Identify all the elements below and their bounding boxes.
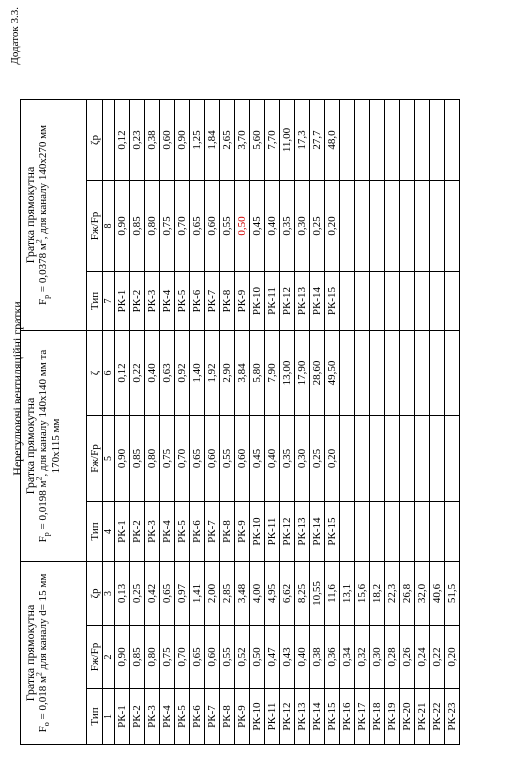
ratio-cell: 0,20 bbox=[325, 181, 340, 272]
zeta-cell: 3,70 bbox=[235, 100, 250, 181]
ratio-cell: 0,28 bbox=[385, 626, 400, 689]
col-number: 5 bbox=[103, 416, 115, 502]
table-row bbox=[355, 100, 370, 745]
ratio-cell: 0,35 bbox=[280, 181, 295, 272]
ratio-cell: 0,32 bbox=[355, 626, 370, 689]
ratio-cell bbox=[355, 181, 370, 272]
type-cell: РК-1 bbox=[115, 272, 130, 331]
type-cell: РК-7 bbox=[205, 689, 220, 745]
zeta-cell: 0,38 bbox=[145, 100, 160, 181]
ratio-cell: 0,80 bbox=[145, 416, 160, 502]
type-cell: РК-8 bbox=[220, 689, 235, 745]
zeta-cell: 0,25 bbox=[130, 562, 145, 626]
ratio-cell: 0,34 bbox=[340, 626, 355, 689]
table-row bbox=[430, 100, 445, 745]
col-zeta-1: ζр bbox=[87, 562, 103, 626]
zeta-cell: 3,84 bbox=[235, 331, 250, 416]
zeta-cell: 3,48 bbox=[235, 562, 250, 626]
type-cell: РК-23 bbox=[445, 689, 460, 745]
zeta-cell: 28,60 bbox=[310, 331, 325, 416]
zeta-cell: 49,50 bbox=[325, 331, 340, 416]
col-ratio-2: Fж/Fр bbox=[87, 416, 103, 502]
zeta-cell bbox=[415, 100, 430, 181]
zeta-cell: 0,65 bbox=[160, 562, 175, 626]
type-cell: РК-2 bbox=[130, 689, 145, 745]
ratio-cell: 0,20 bbox=[325, 416, 340, 502]
zeta-cell: 1,92 bbox=[205, 331, 220, 416]
ratio-cell bbox=[385, 181, 400, 272]
table-row bbox=[445, 100, 460, 745]
zeta-cell: 5,60 bbox=[250, 100, 265, 181]
type-cell: РК-19 bbox=[385, 689, 400, 745]
zeta-cell: 0,40 bbox=[145, 331, 160, 416]
col-number: 8 bbox=[103, 181, 115, 272]
table-row bbox=[385, 100, 400, 745]
type-cell: РК-15 bbox=[325, 689, 340, 745]
type-cell: РК-11 bbox=[265, 502, 280, 562]
type-cell bbox=[340, 272, 355, 331]
type-cell: РК-5 bbox=[175, 502, 190, 562]
col-number-empty bbox=[103, 100, 115, 181]
type-cell: РК-6 bbox=[190, 502, 205, 562]
zeta-cell bbox=[400, 100, 415, 181]
zeta-cell bbox=[385, 331, 400, 416]
column-label-row bbox=[87, 100, 103, 745]
type-cell bbox=[340, 502, 355, 562]
ratio-cell: 0,55 bbox=[220, 416, 235, 502]
type-cell: РК-11 bbox=[265, 272, 280, 331]
table-row bbox=[400, 100, 415, 745]
type-cell bbox=[355, 502, 370, 562]
zeta-cell: 0,12 bbox=[115, 100, 130, 181]
type-cell bbox=[400, 502, 415, 562]
ratio-cell: 0,60 bbox=[205, 181, 220, 272]
ratio-cell: 0,80 bbox=[145, 181, 160, 272]
col-zeta-2: ζ bbox=[87, 331, 103, 416]
appendix-label: Додаток 3.3. bbox=[9, 7, 21, 65]
type-cell: РК-21 bbox=[415, 689, 430, 745]
type-cell: РК-16 bbox=[340, 689, 355, 745]
zeta-cell: 5,80 bbox=[250, 331, 265, 416]
table-row bbox=[115, 100, 130, 745]
zeta-cell: 8,25 bbox=[295, 562, 310, 626]
col-number: 2 bbox=[103, 626, 115, 689]
table-row bbox=[310, 100, 325, 745]
ratio-cell: 0,85 bbox=[130, 626, 145, 689]
ratio-cell: 0,50 bbox=[235, 181, 250, 272]
col-zeta-3: ζр bbox=[87, 100, 103, 181]
ratio-cell: 0,60 bbox=[205, 626, 220, 689]
type-cell: РК-17 bbox=[355, 689, 370, 745]
ratio-cell: 0,52 bbox=[235, 626, 250, 689]
ratio-cell bbox=[400, 416, 415, 502]
col-number: 1 bbox=[103, 689, 115, 745]
type-cell: РК-15 bbox=[325, 502, 340, 562]
zeta-cell: 11,00 bbox=[280, 100, 295, 181]
ratio-cell bbox=[415, 416, 430, 502]
zeta-cell: 1,40 bbox=[190, 331, 205, 416]
type-cell: РК-4 bbox=[160, 689, 175, 745]
ratio-cell: 0,55 bbox=[220, 181, 235, 272]
table-row bbox=[370, 100, 385, 745]
table-body bbox=[115, 100, 460, 745]
ratio-cell bbox=[445, 416, 460, 502]
ratio-cell bbox=[445, 181, 460, 272]
type-cell bbox=[445, 502, 460, 562]
zeta-cell: 0,12 bbox=[115, 331, 130, 416]
section-header-1 bbox=[21, 562, 87, 745]
ratio-cell: 0,25 bbox=[310, 416, 325, 502]
zeta-cell bbox=[340, 100, 355, 181]
zeta-cell: 1,84 bbox=[205, 100, 220, 181]
type-cell: РК-5 bbox=[175, 689, 190, 745]
ratio-cell: 0,45 bbox=[250, 416, 265, 502]
ratio-cell: 0,65 bbox=[190, 181, 205, 272]
zeta-cell: 7,90 bbox=[265, 331, 280, 416]
table-row bbox=[160, 100, 175, 745]
type-cell: РК-1 bbox=[115, 502, 130, 562]
zeta-cell: 7,70 bbox=[265, 100, 280, 181]
ratio-cell: 0,70 bbox=[175, 416, 190, 502]
ratio-cell: 0,85 bbox=[130, 416, 145, 502]
ratio-cell bbox=[430, 181, 445, 272]
table-row bbox=[190, 100, 205, 745]
type-cell: РК-10 bbox=[250, 272, 265, 331]
ratio-cell: 0,38 bbox=[310, 626, 325, 689]
ratio-cell: 0,55 bbox=[220, 626, 235, 689]
ratio-cell bbox=[400, 181, 415, 272]
ratio-cell: 0,60 bbox=[205, 416, 220, 502]
type-cell bbox=[400, 272, 415, 331]
table-row bbox=[145, 100, 160, 745]
type-cell: РК-12 bbox=[280, 272, 295, 331]
zeta-cell: 2,65 bbox=[220, 100, 235, 181]
section-title: Гратка прямокутна bbox=[23, 604, 37, 702]
ratio-cell: 0,80 bbox=[145, 626, 160, 689]
table-row bbox=[265, 100, 280, 745]
section-area: $F_о = 0,018$ $м^2$ для каналу d= 15 мм bbox=[34, 573, 52, 733]
type-cell: РК-18 bbox=[370, 689, 385, 745]
ratio-cell: 0,75 bbox=[160, 181, 175, 272]
zeta-cell: 2,85 bbox=[220, 562, 235, 626]
col-type-1: Тип bbox=[87, 689, 103, 745]
type-cell: РК-20 bbox=[400, 689, 415, 745]
type-cell: РК-2 bbox=[130, 502, 145, 562]
section-area: $F_р = 0,0198$ $м^2$, для каналу 140х140 мм та 170х115 мм bbox=[34, 349, 62, 543]
table-row bbox=[340, 100, 355, 745]
ratio-cell bbox=[385, 416, 400, 502]
type-cell: РК-7 bbox=[205, 502, 220, 562]
zeta-cell: 4,00 bbox=[250, 562, 265, 626]
section-area: $F_р = 0,0378$ $м^2$, для каналу 140х270 мм bbox=[34, 124, 52, 306]
type-cell: РК-14 bbox=[310, 502, 325, 562]
zeta-cell: 22,3 bbox=[385, 562, 400, 626]
col-number: 6 bbox=[103, 331, 115, 416]
type-cell: РК-13 bbox=[295, 502, 310, 562]
col-number: 3 bbox=[103, 562, 115, 626]
table-row bbox=[235, 100, 250, 745]
type-cell: РК-12 bbox=[280, 502, 295, 562]
ratio-cell: 0,90 bbox=[115, 626, 130, 689]
ratio-cell: 0,45 bbox=[250, 181, 265, 272]
type-cell: РК-13 bbox=[295, 272, 310, 331]
ratio-cell bbox=[415, 181, 430, 272]
table-row bbox=[220, 100, 235, 745]
type-cell bbox=[385, 272, 400, 331]
zeta-cell bbox=[400, 331, 415, 416]
table-row bbox=[415, 100, 430, 745]
ratio-cell: 0,20 bbox=[445, 626, 460, 689]
section-title: Гратка прямокутна bbox=[23, 397, 37, 495]
ratio-cell: 0,75 bbox=[160, 626, 175, 689]
zeta-cell: 13,1 bbox=[340, 562, 355, 626]
type-cell: РК-9 bbox=[235, 689, 250, 745]
zeta-cell: 11,6 bbox=[325, 562, 340, 626]
zeta-cell: 6,62 bbox=[280, 562, 295, 626]
type-cell: РК-3 bbox=[145, 272, 160, 331]
ratio-cell: 0,85 bbox=[130, 181, 145, 272]
type-cell: РК-11 bbox=[265, 689, 280, 745]
col-number: 4 bbox=[103, 502, 115, 562]
type-cell: РК-14 bbox=[310, 272, 325, 331]
type-cell: РК-9 bbox=[235, 502, 250, 562]
ratio-cell: 0,75 bbox=[160, 416, 175, 502]
zeta-cell bbox=[355, 331, 370, 416]
zeta-cell: 1,41 bbox=[190, 562, 205, 626]
zeta-cell: 0,13 bbox=[115, 562, 130, 626]
table-row bbox=[205, 100, 220, 745]
type-cell: РК-9 bbox=[235, 272, 250, 331]
type-cell: РК-4 bbox=[160, 502, 175, 562]
ratio-cell: 0,40 bbox=[295, 626, 310, 689]
section-header-2 bbox=[21, 331, 87, 562]
zeta-cell: 0,60 bbox=[160, 100, 175, 181]
type-cell bbox=[445, 272, 460, 331]
ratio-cell: 0,70 bbox=[175, 181, 190, 272]
type-cell: РК-22 bbox=[430, 689, 445, 745]
col-ratio-1: Fж/Fр bbox=[87, 626, 103, 689]
type-cell bbox=[415, 502, 430, 562]
zeta-cell bbox=[370, 100, 385, 181]
zeta-cell: 40,6 bbox=[430, 562, 445, 626]
zeta-cell: 18,2 bbox=[370, 562, 385, 626]
table-row bbox=[175, 100, 190, 745]
ratio-cell: 0,90 bbox=[115, 181, 130, 272]
zeta-cell: 32,0 bbox=[415, 562, 430, 626]
ratio-cell bbox=[355, 416, 370, 502]
type-cell bbox=[370, 272, 385, 331]
col-type-2: Тип bbox=[87, 502, 103, 562]
type-cell: РК-8 bbox=[220, 272, 235, 331]
table-row bbox=[130, 100, 145, 745]
zeta-cell: 2,00 bbox=[205, 562, 220, 626]
col-type-3: Тип bbox=[87, 272, 103, 331]
zeta-cell: 51,5 bbox=[445, 562, 460, 626]
ratio-cell: 0,50 bbox=[250, 626, 265, 689]
zeta-cell bbox=[370, 331, 385, 416]
type-cell: РК-6 bbox=[190, 272, 205, 331]
column-number-row bbox=[103, 100, 115, 745]
ratio-cell bbox=[430, 416, 445, 502]
type-cell: РК-4 bbox=[160, 272, 175, 331]
ratio-cell: 0,30 bbox=[370, 626, 385, 689]
zeta-cell bbox=[355, 100, 370, 181]
type-cell: РК-14 bbox=[310, 689, 325, 745]
section-title: Гратка прямокутна bbox=[23, 166, 37, 264]
ratio-cell bbox=[370, 181, 385, 272]
zeta-cell: 0,92 bbox=[175, 331, 190, 416]
zeta-cell bbox=[445, 331, 460, 416]
table-row bbox=[295, 100, 310, 745]
zeta-cell: 0,63 bbox=[160, 331, 175, 416]
ratio-cell: 0,25 bbox=[310, 181, 325, 272]
zeta-cell: 13,00 bbox=[280, 331, 295, 416]
section-header-row bbox=[21, 100, 87, 745]
zeta-cell bbox=[340, 331, 355, 416]
grilles-table bbox=[20, 99, 460, 745]
zeta-cell bbox=[385, 100, 400, 181]
type-cell: РК-7 bbox=[205, 272, 220, 331]
zeta-cell: 10,55 bbox=[310, 562, 325, 626]
zeta-cell bbox=[415, 331, 430, 416]
type-cell: РК-12 bbox=[280, 689, 295, 745]
type-cell bbox=[370, 502, 385, 562]
zeta-cell: 15,6 bbox=[355, 562, 370, 626]
table-caption: Нерегулюючі вентиляційні гратки bbox=[10, 301, 24, 476]
zeta-cell: 1,25 bbox=[190, 100, 205, 181]
ratio-cell: 0,30 bbox=[295, 181, 310, 272]
col-number: 7 bbox=[103, 272, 115, 331]
type-cell: РК-2 bbox=[130, 272, 145, 331]
zeta-cell: 17,3 bbox=[295, 100, 310, 181]
zeta-cell: 27,7 bbox=[310, 100, 325, 181]
ratio-cell: 0,65 bbox=[190, 416, 205, 502]
type-cell bbox=[385, 502, 400, 562]
table-row bbox=[250, 100, 265, 745]
ratio-cell: 0,40 bbox=[265, 416, 280, 502]
ratio-cell: 0,65 bbox=[190, 626, 205, 689]
zeta-cell: 0,42 bbox=[145, 562, 160, 626]
ratio-cell: 0,36 bbox=[325, 626, 340, 689]
zeta-cell bbox=[430, 100, 445, 181]
table-row bbox=[280, 100, 295, 745]
ratio-cell: 0,47 bbox=[265, 626, 280, 689]
ratio-cell: 0,22 bbox=[430, 626, 445, 689]
zeta-cell: 0,97 bbox=[175, 562, 190, 626]
table-row bbox=[325, 100, 340, 745]
col-ratio-3: Fж/Fр bbox=[87, 181, 103, 272]
ratio-cell: 0,43 bbox=[280, 626, 295, 689]
ratio-cell bbox=[340, 181, 355, 272]
type-cell bbox=[430, 272, 445, 331]
type-cell: РК-10 bbox=[250, 502, 265, 562]
zeta-cell: 17,90 bbox=[295, 331, 310, 416]
ratio-cell: 0,26 bbox=[400, 626, 415, 689]
type-cell: РК-3 bbox=[145, 689, 160, 745]
ratio-cell: 0,35 bbox=[280, 416, 295, 502]
type-cell: РК-8 bbox=[220, 502, 235, 562]
type-cell: РК-13 bbox=[295, 689, 310, 745]
ratio-cell: 0,24 bbox=[415, 626, 430, 689]
zeta-cell: 26,8 bbox=[400, 562, 415, 626]
zeta-cell bbox=[445, 100, 460, 181]
zeta-cell bbox=[430, 331, 445, 416]
type-cell: РК-15 bbox=[325, 272, 340, 331]
ratio-cell: 0,70 bbox=[175, 626, 190, 689]
zeta-cell: 2,90 bbox=[220, 331, 235, 416]
zeta-cell: 48,0 bbox=[325, 100, 340, 181]
ratio-cell bbox=[340, 416, 355, 502]
zeta-cell: 0,90 bbox=[175, 100, 190, 181]
ratio-cell: 0,40 bbox=[265, 181, 280, 272]
type-cell: РК-10 bbox=[250, 689, 265, 745]
type-cell bbox=[355, 272, 370, 331]
ratio-cell: 0,90 bbox=[115, 416, 130, 502]
ratio-cell bbox=[370, 416, 385, 502]
zeta-cell: 0,23 bbox=[130, 100, 145, 181]
type-cell bbox=[415, 272, 430, 331]
type-cell: РК-6 bbox=[190, 689, 205, 745]
zeta-cell: 0,22 bbox=[130, 331, 145, 416]
type-cell: РК-3 bbox=[145, 502, 160, 562]
type-cell: РК-5 bbox=[175, 272, 190, 331]
type-cell bbox=[430, 502, 445, 562]
zeta-cell: 4,95 bbox=[265, 562, 280, 626]
ratio-cell: 0,30 bbox=[295, 416, 310, 502]
section-header-3 bbox=[21, 100, 87, 331]
ratio-cell: 0,60 bbox=[235, 416, 250, 502]
type-cell: РК-1 bbox=[115, 689, 130, 745]
